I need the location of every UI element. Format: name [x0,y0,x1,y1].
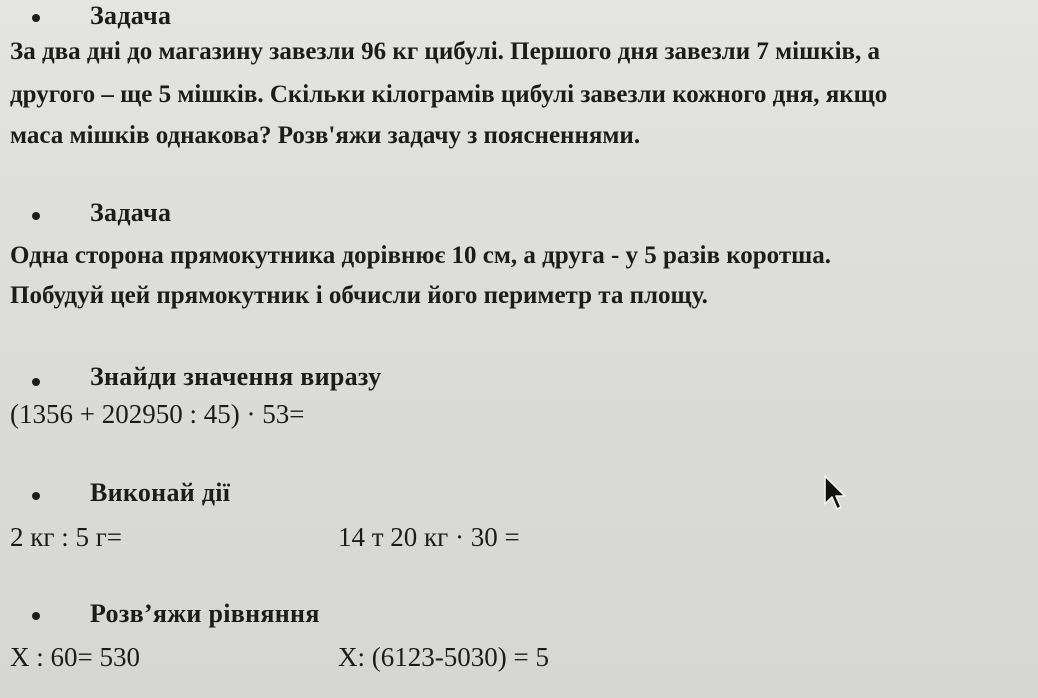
task3-heading: Знайди значення виразу [90,362,382,391]
task5-equation-1: Х : 60= 530 [10,642,140,672]
task5-heading: Розв’яжи рівняння [90,599,320,628]
bullet-icon [32,612,40,620]
task4-expression-1: 2 кг : 5 г= [10,522,122,552]
bullet-icon [32,492,40,500]
task1-line-1: За два дні до магазину завезли 96 кг цибулі. Першого дня завезли 7 мішків, а [10,38,881,65]
task4-expression-2: 14 т 20 кг · 30 = [338,522,520,552]
task1-heading: Задача [90,1,172,30]
arrow-cursor-icon [822,474,848,514]
bullet-icon [32,212,40,220]
task1-line-2: другого – ще 5 мішків. Скільки кілограмів цибулі завезли кожного дня, якщо [10,81,888,108]
task5-equation-2: Х: (6123-5030) = 5 [338,642,549,672]
task2-line-2: Побудуй цей прямокутник і обчисли його периметр та площу. [10,282,708,309]
bullet-icon [32,14,40,22]
task3-expression: (1356 + 202950 : 45) · 53= [10,399,305,429]
task4-heading: Виконай дії [90,478,231,507]
bullet-icon [32,378,40,386]
task2-heading: Задача [90,198,172,227]
task1-line-3: маса мішків однакова? Розв'яжи задачу з поясненнями. [10,122,641,149]
task2-line-1: Одна сторона прямокутника дорівнює 10 см, а друга - у 5 разів коротша. [10,242,831,269]
